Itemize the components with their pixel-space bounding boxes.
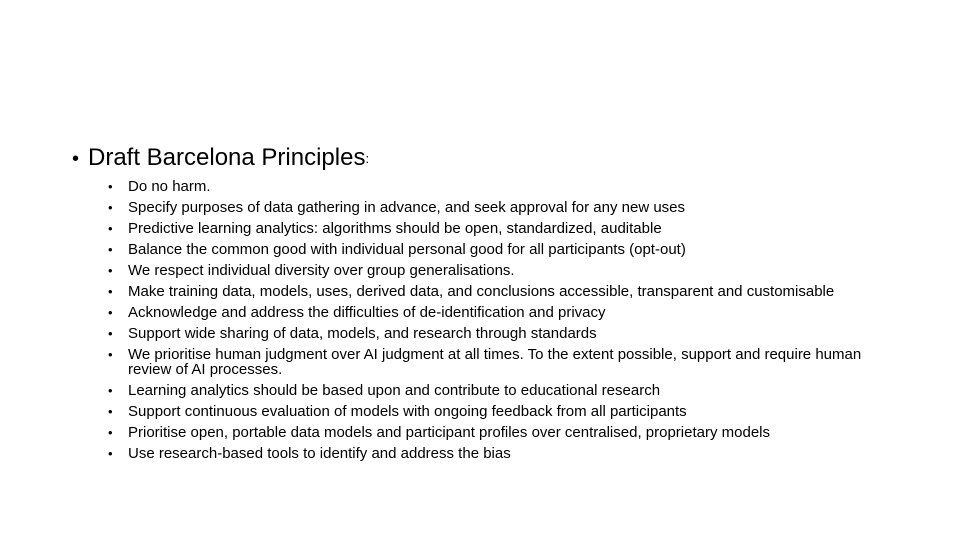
list-item-text: Support continuous evaluation of models with ongoing feedback from all participants: [128, 403, 687, 420]
heading-colon: :: [365, 151, 370, 166]
bullet-icon: •: [108, 347, 113, 362]
list-item-text: Support wide sharing of data, models, and research through standards: [128, 325, 597, 342]
list-item-text: Use research-based tools to identify and address the bias: [128, 445, 511, 462]
bullet-icon: •: [108, 242, 113, 257]
list-item-text: Balance the common good with individual personal good for all participants (opt-out): [128, 241, 686, 258]
list-item-text: Learning analytics should be based upon and contribute to educational research: [128, 382, 661, 399]
list-item: [108, 260, 908, 281]
bullet-icon: •: [108, 446, 113, 461]
list-item: [108, 443, 908, 464]
bullet-icon: •: [108, 200, 113, 215]
list-item-text: Acknowledge and address the difficulties of de-identification and privacy: [128, 304, 606, 321]
list-item-text: We respect individual diversity over group generalisations.: [128, 262, 515, 279]
list-item: [108, 323, 908, 344]
list-item: [108, 422, 908, 443]
list-item-text: Prioritise open, portable data models and participant profiles over centralised, proprietary models: [128, 424, 771, 441]
principles-list: [108, 176, 908, 464]
list-item: [108, 344, 908, 380]
list-item: [108, 281, 908, 302]
bullet-icon: •: [108, 263, 113, 278]
list-item: [108, 197, 908, 218]
bullet-icon: •: [108, 284, 113, 299]
list-item-text: Do no harm.: [128, 178, 211, 195]
bullet-icon: •: [108, 305, 113, 320]
list-item-text: Specify purposes of data gathering in advance, and seek approval for any new uses: [128, 199, 686, 216]
list-item-text: Predictive learning analytics: algorithms should be open, standardized, auditable: [128, 220, 662, 237]
bullet-icon: •: [108, 404, 113, 419]
list-item: [108, 380, 908, 401]
list-item: [108, 176, 908, 197]
list-item-text: Make training data, models, uses, derived data, and conclusions accessible, transparent and customisable: [128, 283, 835, 300]
list-item: [108, 218, 908, 239]
bullet-icon: •: [108, 425, 113, 440]
bullet-icon: •: [108, 326, 113, 341]
list-item-text: We prioritise human judgment over AI judgment at all times. To the extent possible, support and require human review of AI processes.: [128, 346, 862, 378]
list-item: [108, 302, 908, 323]
list-item: [108, 239, 908, 260]
slide-heading: [72, 143, 369, 176]
bullet-icon: •: [108, 221, 113, 236]
heading-bullet: •: [72, 148, 80, 170]
list-item: [108, 401, 908, 422]
heading-text: Draft Barcelona Principles: [88, 144, 366, 171]
bullet-icon: •: [108, 383, 113, 398]
bullet-icon: •: [108, 179, 113, 194]
